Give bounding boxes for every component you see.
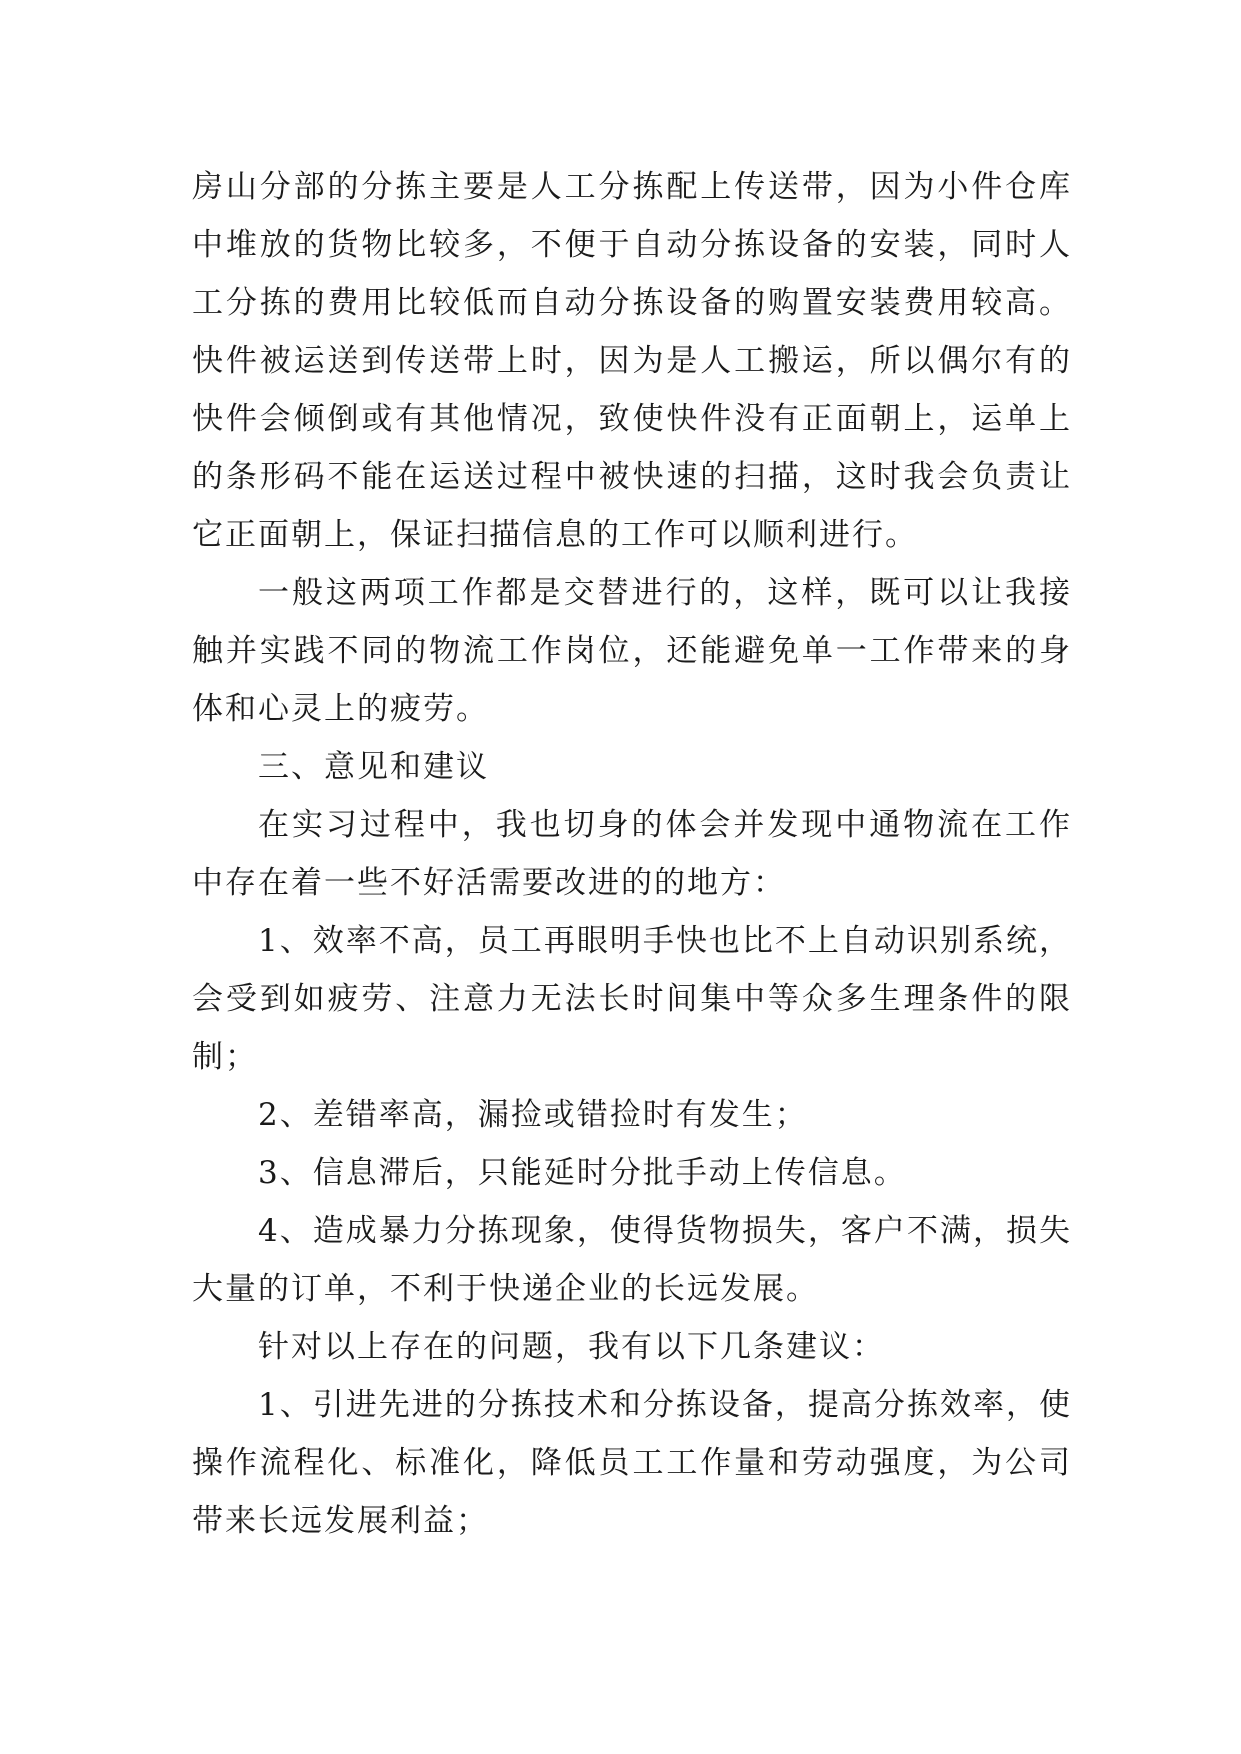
section-heading-suggestions: 三、意见和建议 [258,749,489,785]
paragraph-problems-intro: 在实习过程中，我也切身的体会并发现中通物流在工作中存在着一些不好活需要改进的的地方： [192,807,1072,901]
problem-item-1: 1、效率不高，员工再眼明手快也比不上自动识别系统，会受到如疲劳、注意力无法长时间集中等众多生理条件的限制； [192,923,1072,1075]
document-body [192,158,1072,1550]
problem-item-4: 4、造成暴力分拣现象，使得货物损失，客户不满，损失大量的订单，不利于快递企业的长远发展。 [192,1213,1072,1307]
paragraph-suggestions-intro: 针对以上存在的问题，我有以下几条建议： [258,1329,885,1365]
paragraph-sorting-description: 房山分部的分拣主要是人工分拣配上传送带，因为小件仓库中堆放的货物比较多，不便于自动分拣设备的安装，同时人工分拣的费用比较低而自动分拣设备的购置安装费用较高。快件被运送到传送带上时，因为是人工搬运，所以偶尔有的快件会倾倒或有其他情况，致使快件没有正面朝上，运单上的条形码不能在运送过程中被快速的扫描，这时我会负责让它正面朝上，保证扫描信息的工作可以顺利进行。 [192,169,1072,553]
problem-item-3: 3、信息滞后，只能延时分批手动上传信息。 [258,1155,907,1191]
problem-item-2: 2、差错率高，漏捡或错捡时有发生； [258,1097,808,1133]
paragraph-work-rotation: 一般这两项工作都是交替进行的，这样，既可以让我接触并实践不同的物流工作岗位，还能避免单一工作带来的身体和心灵上的疲劳。 [192,575,1072,727]
suggestion-item-1: 1、引进先进的分拣技术和分拣设备，提高分拣效率，使操作流程化、标准化，降低员工工作量和劳动强度，为公司带来长远发展利益； [192,1387,1072,1539]
